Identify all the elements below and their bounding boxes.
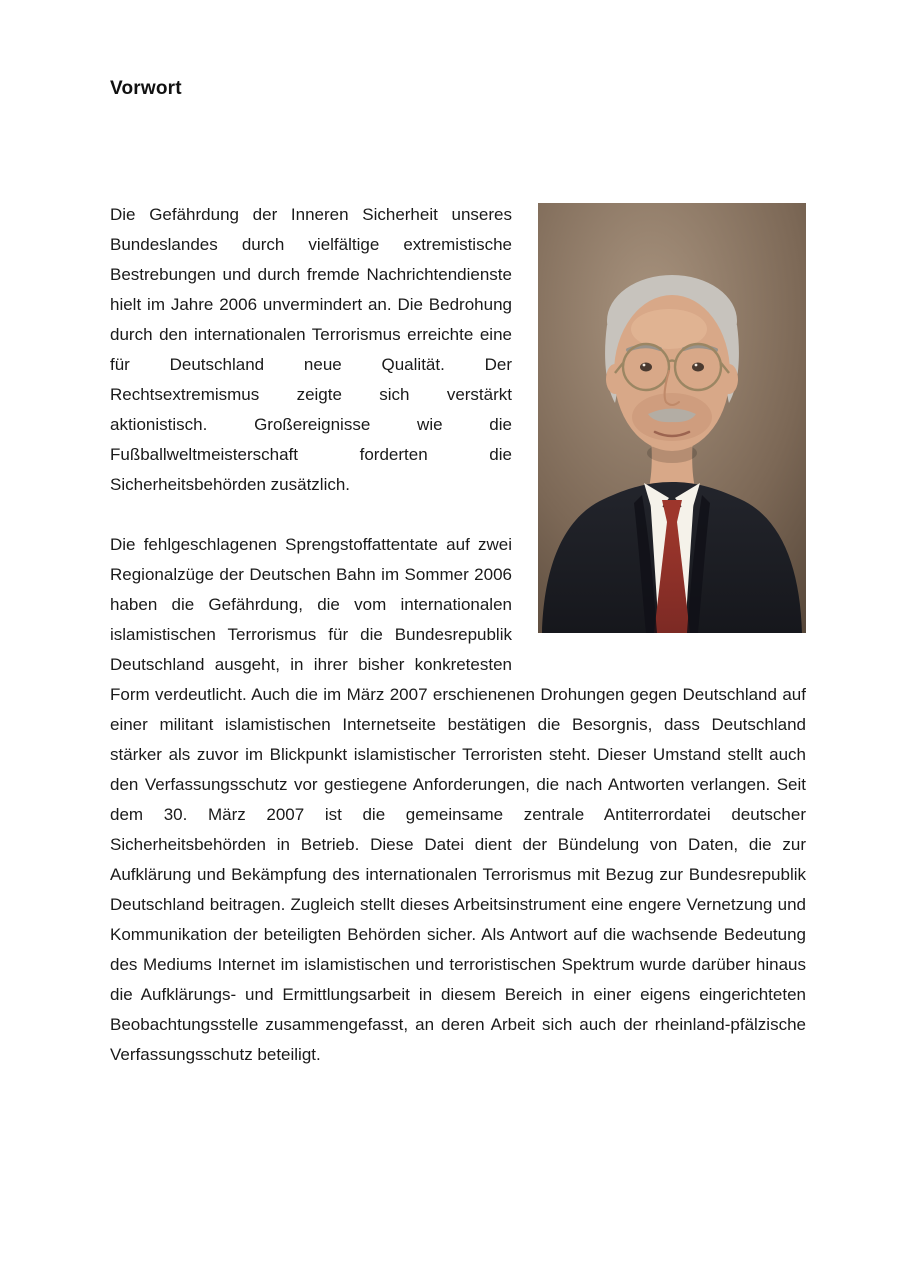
eye-right [692, 363, 704, 372]
body-text [110, 200, 806, 1070]
eye-glint-right [695, 364, 698, 367]
portrait-photo [538, 203, 806, 633]
eye-glint-left [643, 364, 646, 367]
portrait-photo-graphic [538, 203, 806, 633]
eye-left [640, 363, 652, 372]
page-title: Vorwort [110, 78, 182, 99]
paragraph-1: Die Gefährdung der Inneren Sicherheit unseres Bundeslandes durch vielfältige extremistische Bestrebungen und durch fremde Nachrichtendienste hielt im Jahre 2006 unvermindert an. Die Bedrohung durch den internationalen Terrorismus erreichte eine für Deutschland neue Qualität. Der Rechtsextremismus zeigte sich verstärkt aktionistisch. Großereignisse wie die Fußballweltmeisterschaft forderten die Sicherheitsbehörden zusätzlich. [110, 205, 512, 494]
paragraph-2: Die fehlgeschlagenen Sprengstoffattentate auf zwei Regionalzüge der Deutschen Bahn im Sommer 2006 haben die Gefährdung, die vom internationalen islamistischen Terrorismus für die Bundesrepublik Deutschland ausgeht, in ihrer bisher konkretesten Form verdeutlicht. Auch die im März 2007 erschienenen Drohungen gegen Deutschland auf einer militant islamistischen Internetseite bestätigen die Besorgnis, dass Deutschland stärker als zuvor im Blickpunkt islamistischer Terroristen steht. Dieser Umstand stellt auch den Verfassungsschutz vor gestiegene Anforderungen, die nach Antworten verlangen. Seit dem 30. März 2007 ist die gemeinsame zentrale Antiterrordatei deutscher Sicherheitsbehörden in Betrieb. Diese Datei dient der Bündelung von Daten, die zur Aufklärung und Bekämpfung des internationalen Terrorismus mit Bezug zur Bundesrepublik Deutschland beitragen. Zugleich stellt dieses Arbeitsinstrument eine engere Vernetzung und Kommunikation der beteiligten Behörden sicher. Als Antwort auf die wachsende Bedeutung des Mediums Internet im islamistischen und terroristischen Spektrum wurde darüber hinaus die Aufklärungs- und Ermittlungsarbeit in diesem Bereich in einer eigens eingerichteten Beobachtungsstelle zusammengefasst, an deren Arbeit sich auch der rheinland-pfälzische Verfassungsschutz beteiligt. [110, 535, 806, 1064]
